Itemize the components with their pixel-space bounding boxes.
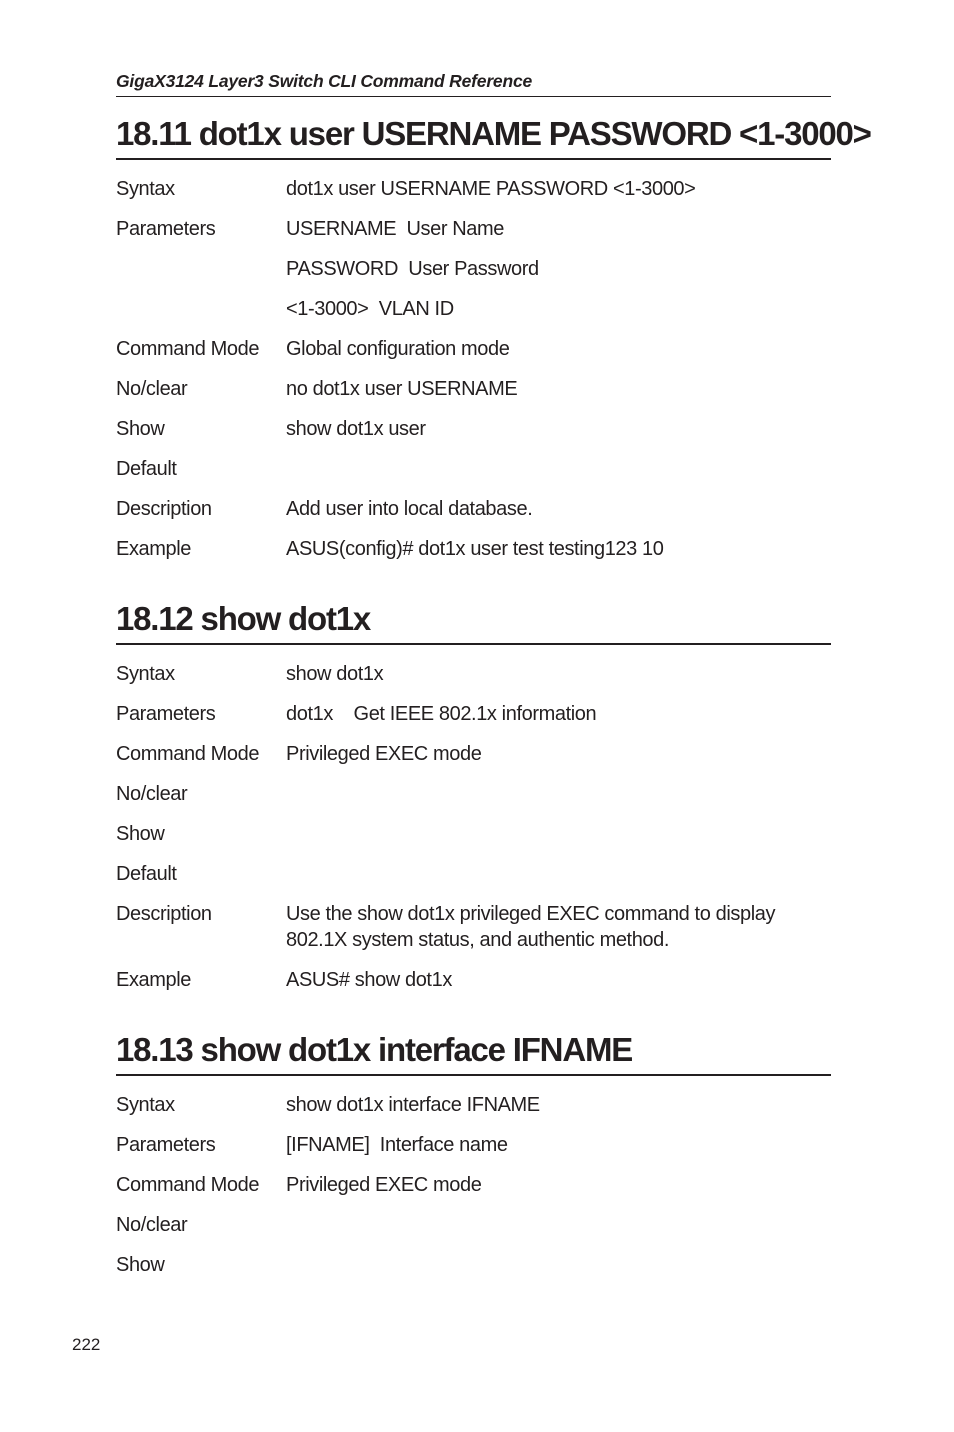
row-syntax: [116, 1092, 831, 1118]
section-18-11: [116, 114, 871, 576]
row-parameters-cont: [116, 296, 831, 322]
row-label: No/clear: [116, 783, 188, 805]
row-no-clear: [116, 781, 831, 807]
row-value: dot1x Get IEEE 802.1x information: [286, 703, 597, 725]
row-value: [286, 821, 831, 847]
section-title: 18.11 dot1x user USERNAME PASSWORD <1-3000>: [116, 114, 831, 160]
row-value: <1-3000> VLAN ID: [286, 298, 454, 320]
row-label: Show: [116, 418, 165, 440]
row-label: [116, 296, 286, 322]
page-number: 222: [72, 1335, 101, 1354]
row-label: Syntax: [116, 663, 175, 685]
row-value: no dot1x user USERNAME: [286, 378, 518, 400]
definition-list: [116, 661, 831, 993]
row-value: Add user into local database.: [286, 498, 533, 520]
row-value: [286, 456, 831, 482]
row-value: PASSWORD User Password: [286, 258, 539, 280]
row-value: [286, 1252, 831, 1278]
row-example: [116, 536, 831, 562]
row-command-mode: [116, 336, 831, 362]
row-no-clear: [116, 376, 831, 402]
row-label: Example: [116, 538, 192, 560]
section-title: 18.12 show dot1x: [116, 599, 831, 645]
row-value: Privileged EXEC mode: [286, 1174, 482, 1196]
row-label: [116, 256, 286, 282]
row-no-clear: [116, 1212, 831, 1238]
row-label: No/clear: [116, 378, 188, 400]
row-syntax: [116, 661, 831, 687]
row-value: [286, 1212, 831, 1238]
row-value: [IFNAME] Interface name: [286, 1134, 508, 1156]
row-value: show dot1x: [286, 663, 384, 685]
row-show: [116, 821, 831, 847]
row-syntax: [116, 176, 831, 202]
row-label: Syntax: [116, 1094, 175, 1116]
row-command-mode: [116, 741, 831, 767]
row-value: ASUS(config)# dot1x user test testing123 10: [286, 538, 664, 560]
section-18-13: [116, 1030, 831, 1292]
row-parameters: [116, 701, 831, 727]
row-label: Description: [116, 498, 212, 520]
row-value: [286, 861, 831, 887]
row-command-mode: [116, 1172, 831, 1198]
row-default: [116, 861, 831, 887]
row-label: Parameters: [116, 1134, 216, 1156]
row-label: No/clear: [116, 1214, 188, 1236]
row-show: [116, 416, 831, 442]
section-18-12: [116, 599, 831, 1007]
row-parameters-cont: [116, 256, 831, 282]
row-value: USERNAME User Name: [286, 218, 504, 240]
row-parameters: [116, 216, 831, 242]
row-label: Command Mode: [116, 743, 260, 765]
row-description: [116, 901, 831, 953]
definition-list: [116, 176, 831, 562]
row-label: Parameters: [116, 218, 216, 240]
row-description: [116, 496, 831, 522]
row-value: dot1x user USERNAME PASSWORD <1-3000>: [286, 178, 696, 200]
row-label: Syntax: [116, 178, 175, 200]
row-label: Command Mode: [116, 338, 260, 360]
row-value: [286, 781, 831, 807]
row-value: Global configuration mode: [286, 338, 510, 360]
section-title: 18.13 show dot1x interface IFNAME: [116, 1030, 831, 1076]
row-show: [116, 1252, 831, 1278]
row-example: [116, 967, 831, 993]
row-label: Parameters: [116, 703, 216, 725]
definition-list: [116, 1092, 831, 1278]
row-label: Example: [116, 969, 192, 991]
row-value: show dot1x interface IFNAME: [286, 1094, 540, 1116]
row-value: Use the show dot1x privileged EXEC command to display 802.1X system status, and authentic method.: [286, 903, 781, 951]
row-value: Privileged EXEC mode: [286, 743, 482, 765]
row-parameters: [116, 1132, 831, 1158]
row-label: Default: [116, 458, 177, 480]
row-label: Show: [116, 823, 165, 845]
row-label: Default: [116, 863, 177, 885]
row-label: Show: [116, 1254, 165, 1276]
row-default: [116, 456, 831, 482]
row-label: Description: [116, 903, 212, 925]
row-value: ASUS# show dot1x: [286, 969, 452, 991]
row-label: Command Mode: [116, 1174, 260, 1196]
running-header: GigaX3124 Layer3 Switch CLI Command Reference: [116, 70, 831, 97]
row-value: show dot1x user: [286, 418, 426, 440]
